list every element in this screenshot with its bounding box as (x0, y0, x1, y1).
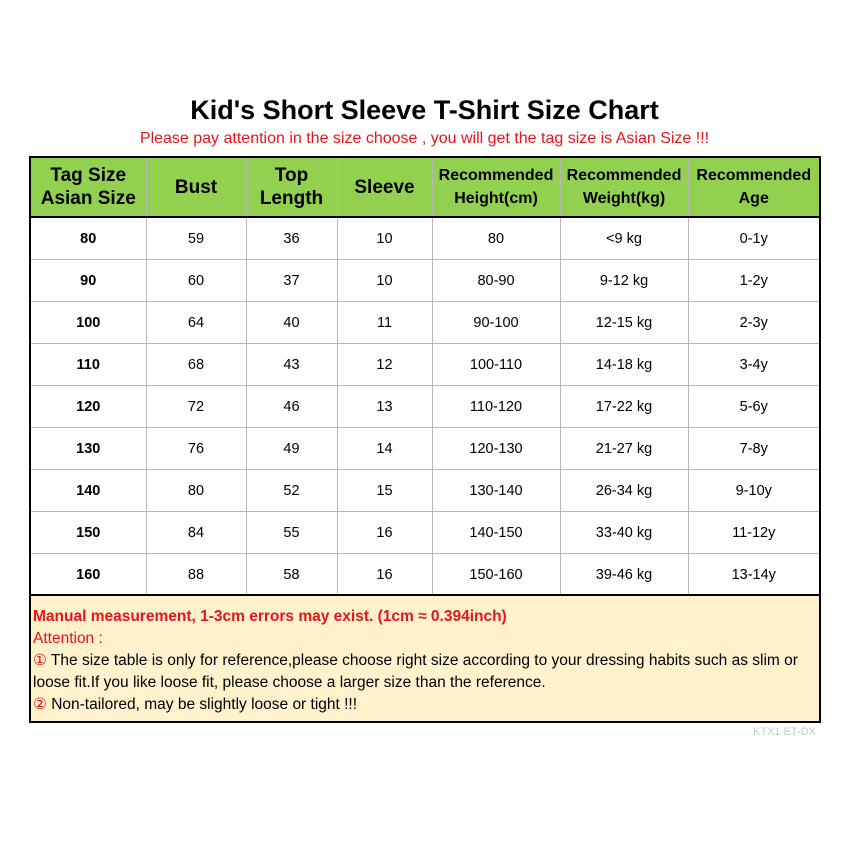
age-cell: 11-12y (688, 512, 820, 554)
sleeve-cell: 13 (337, 386, 432, 428)
top-length-cell: 55 (246, 512, 337, 554)
top-length-cell: 43 (246, 344, 337, 386)
weight-cell: 21-27 kg (560, 428, 688, 470)
age-cell: 3-4y (688, 344, 820, 386)
age-cell: 5-6y (688, 386, 820, 428)
age-cell: 1-2y (688, 260, 820, 302)
bust-cell: 72 (146, 386, 246, 428)
header-tag-size: Tag Size Asian Size (30, 157, 146, 217)
weight-cell: 26-34 kg (560, 470, 688, 512)
header-age: Recommended Age (688, 157, 820, 217)
top-length-cell: 49 (246, 428, 337, 470)
age-cell: 0-1y (688, 217, 820, 260)
tag-size-cell: 120 (30, 386, 146, 428)
bust-cell: 76 (146, 428, 246, 470)
weight-cell: 33-40 kg (560, 512, 688, 554)
table-header-row (30, 157, 820, 217)
tag-size-cell: 150 (30, 512, 146, 554)
top-length-cell: 40 (246, 302, 337, 344)
bust-cell: 68 (146, 344, 246, 386)
weight-cell: 12-15 kg (560, 302, 688, 344)
tag-size-cell: 100 (30, 302, 146, 344)
bust-cell: 88 (146, 554, 246, 596)
header-height: Recommended Height(cm) (432, 157, 560, 217)
table-row (30, 512, 820, 554)
bust-cell: 64 (146, 302, 246, 344)
weight-cell: 39-46 kg (560, 554, 688, 596)
table-row (30, 344, 820, 386)
sleeve-cell: 15 (337, 470, 432, 512)
table-row (30, 302, 820, 344)
height-cell: 150-160 (432, 554, 560, 596)
table-row (30, 428, 820, 470)
header-bust: Bust (146, 157, 246, 217)
header-weight: Recommended Weight(kg) (560, 157, 688, 217)
top-length-cell: 37 (246, 260, 337, 302)
weight-cell: 14-18 kg (560, 344, 688, 386)
sleeve-cell: 10 (337, 217, 432, 260)
weight-cell: 17-22 kg (560, 386, 688, 428)
table-row (30, 217, 820, 260)
bust-cell: 59 (146, 217, 246, 260)
age-cell: 9-10y (688, 470, 820, 512)
table-row (30, 260, 820, 302)
tag-size-cell: 130 (30, 428, 146, 470)
weight-cell: 9-12 kg (560, 260, 688, 302)
height-cell: 80-90 (432, 260, 560, 302)
tag-size-cell: 80 (30, 217, 146, 260)
tag-size-cell: 140 (30, 470, 146, 512)
watermark: KTX1 ET-DX (753, 726, 816, 738)
sleeve-cell: 14 (337, 428, 432, 470)
header-top-length: Top Length (246, 157, 337, 217)
height-cell: 100-110 (432, 344, 560, 386)
attention-label: Attention : (33, 630, 103, 647)
top-length-cell: 46 (246, 386, 337, 428)
age-cell: 2-3y (688, 302, 820, 344)
tag-size-cell: 160 (30, 554, 146, 596)
tag-size-cell: 110 (30, 344, 146, 386)
circled-one-marker: ① (33, 652, 47, 669)
circled-two-marker: ② (33, 696, 47, 713)
bust-cell: 60 (146, 260, 246, 302)
height-cell: 90-100 (432, 302, 560, 344)
height-cell: 130-140 (432, 470, 560, 512)
bust-cell: 84 (146, 512, 246, 554)
measurement-warning: Manual measurement, 1-3cm errors may exist. (1cm ≈ 0.394inch) (33, 608, 507, 625)
notes-box (29, 594, 821, 723)
height-cell: 110-120 (432, 386, 560, 428)
top-length-cell: 36 (246, 217, 337, 260)
note-item-1-text: The size table is only for reference,please choose right size according to your dressing habits such as slim or loose fit.If you like loose fit, please choose a larger size than the reference. (33, 652, 798, 691)
age-cell: 7-8y (688, 428, 820, 470)
note-item-2 (33, 694, 819, 716)
height-cell: 140-150 (432, 512, 560, 554)
sleeve-cell: 12 (337, 344, 432, 386)
table-row (30, 386, 820, 428)
sleeve-cell: 11 (337, 302, 432, 344)
table-row (30, 554, 820, 596)
bust-cell: 80 (146, 470, 246, 512)
sleeve-cell: 16 (337, 554, 432, 596)
tag-size-cell: 90 (30, 260, 146, 302)
note-item-1 (33, 650, 819, 694)
height-cell: 80 (432, 217, 560, 260)
height-cell: 120-130 (432, 428, 560, 470)
weight-cell: <9 kg (560, 217, 688, 260)
top-length-cell: 58 (246, 554, 337, 596)
header-sleeve: Sleeve (337, 157, 432, 217)
sleeve-cell: 16 (337, 512, 432, 554)
chart-subtitle: Please pay attention in the size choose , you will get the tag size is Asian Size !!! (139, 130, 710, 147)
sleeve-cell: 10 (337, 260, 432, 302)
top-length-cell: 52 (246, 470, 337, 512)
age-cell: 13-14y (688, 554, 820, 596)
table-row (30, 470, 820, 512)
size-table (29, 156, 821, 596)
chart-title: Kid's Short Sleeve T-Shirt Size Chart (190, 95, 659, 125)
note-item-2-text: Non-tailored, may be slightly loose or tight !!! (46, 696, 358, 713)
